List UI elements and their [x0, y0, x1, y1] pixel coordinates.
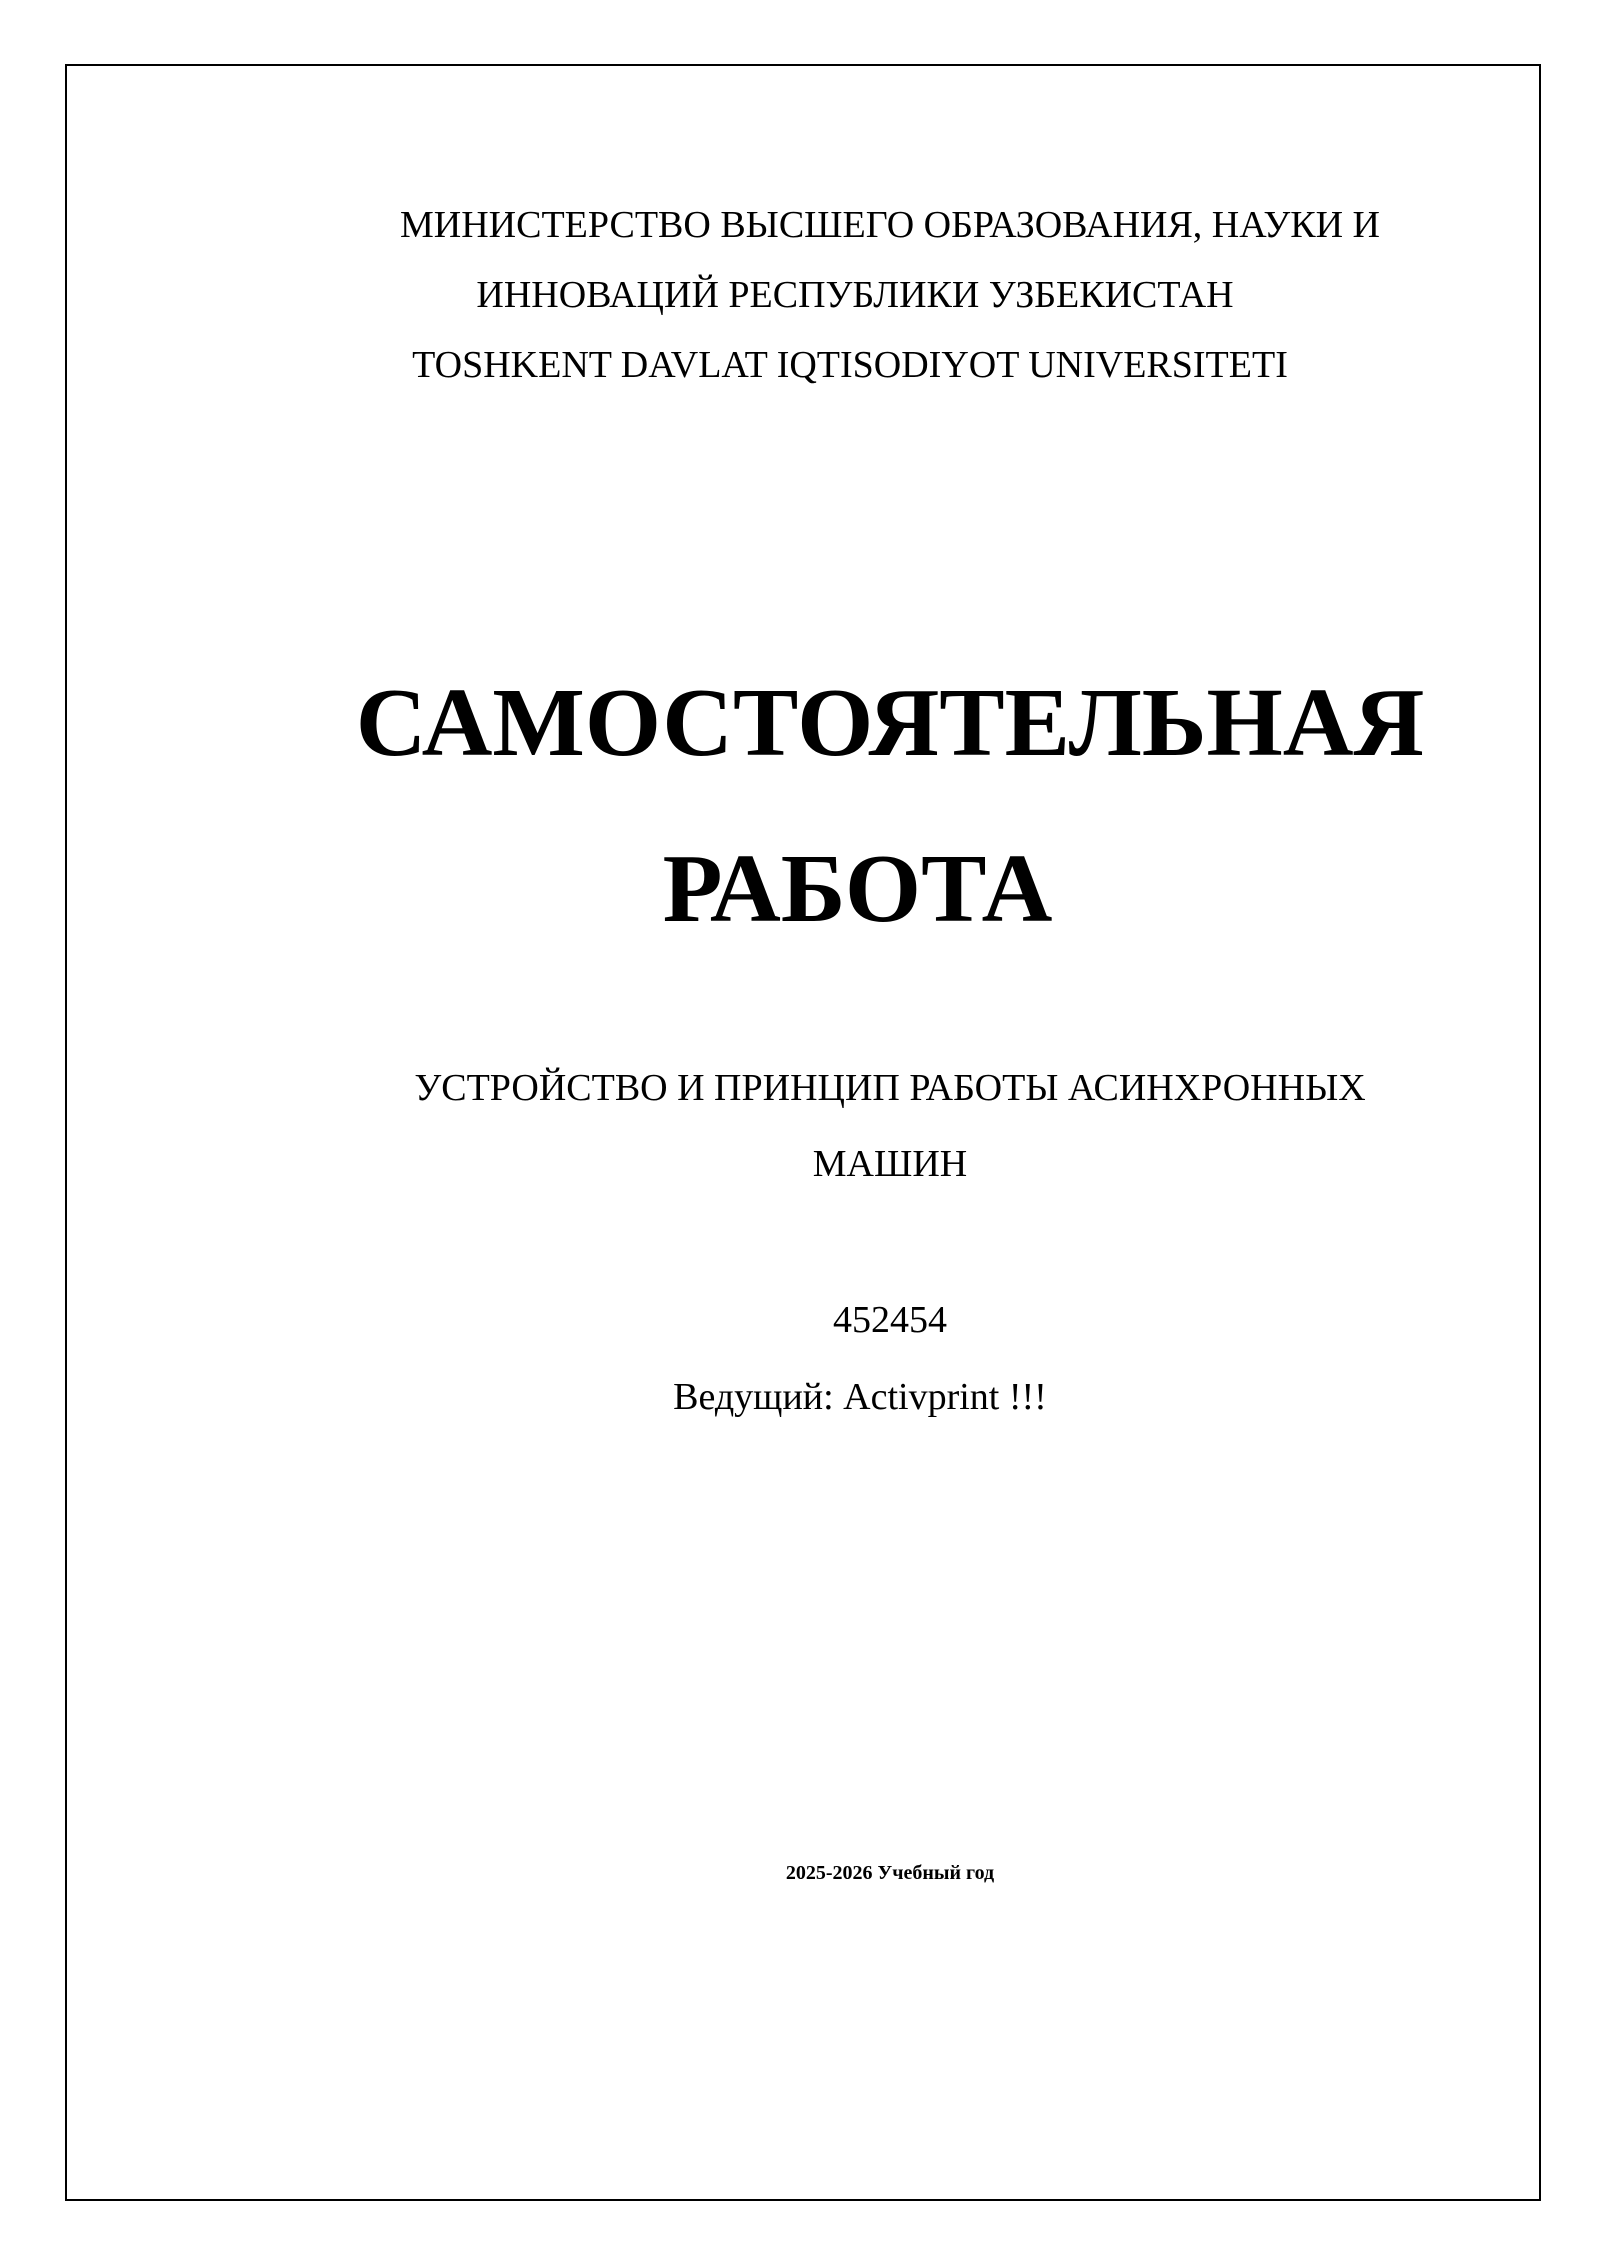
ministry-line-2: ИННОВАЦИЙ РЕСПУБЛИКИ УЗБЕКИСТАН — [476, 274, 1234, 316]
subject-line-2: МАШИН — [812, 1143, 968, 1185]
leader-name: Ведущий: Activprint !!! — [673, 1376, 1047, 1418]
university-name: TOSHKENT DAVLAT IQTISODIYOT UNIVERSITETI — [412, 344, 1288, 386]
document-title — [300, 640, 1480, 972]
title-line-2: РАБОТА — [662, 835, 1053, 943]
ministry-header — [300, 190, 1480, 400]
ministry-line-1: МИНИСТЕРСТВО ВЫСШЕГО ОБРАЗОВАНИЯ, НАУКИ И — [400, 204, 1380, 246]
work-subject — [300, 1050, 1480, 1202]
subject-line-1: УСТРОЙСТВО И ПРИНЦИП РАБОТЫ АСИНХРОННЫХ — [414, 1067, 1366, 1109]
academic-year: 2025-2026 Учебный год — [785, 1862, 995, 1884]
title-line-1: САМОСТОЯТЕЛЬНАЯ — [355, 669, 1425, 777]
work-code: 452454 — [833, 1299, 947, 1341]
